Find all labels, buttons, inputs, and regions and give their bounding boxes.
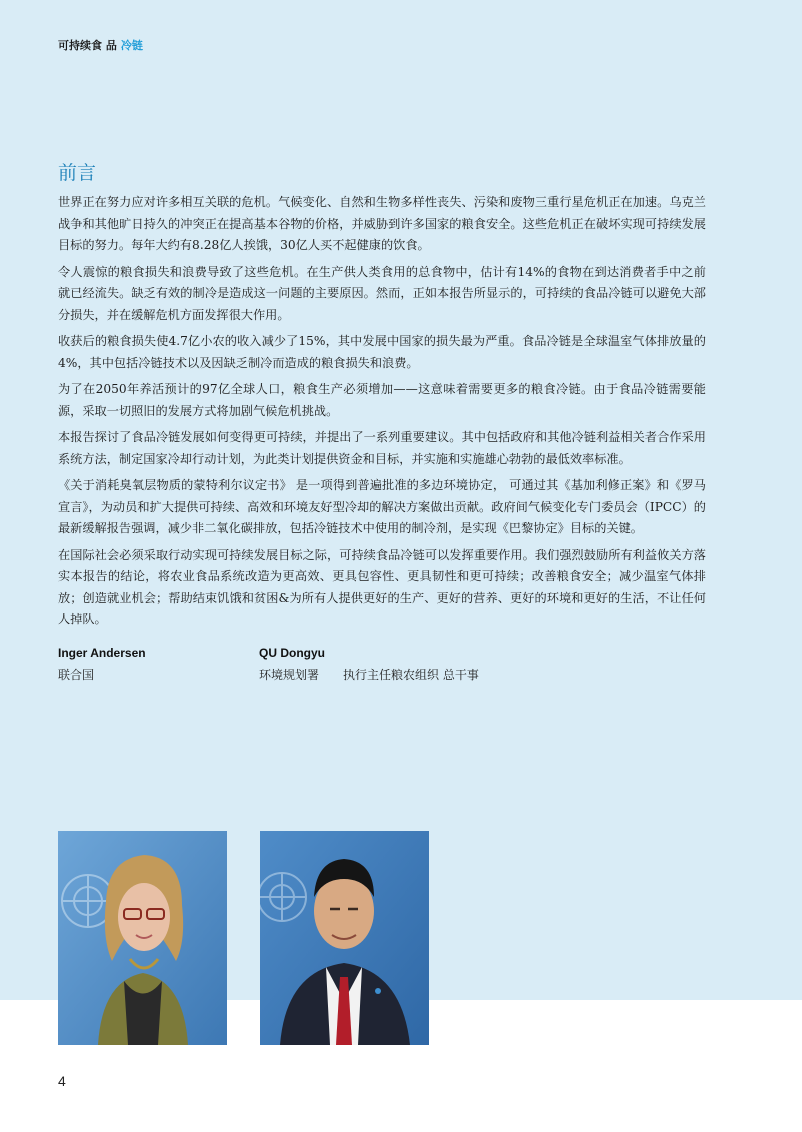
body-text <box>58 192 706 636</box>
paragraph: 收获后的粮食损失使4.7亿小农的收入减少了15%，其中发展中国家的损失最为严重。食品冷链是全球温室气体排放量的4%，其中包括冷链技术以及因缺乏制冷而造成的粮食损失和浪费。 <box>58 334 706 370</box>
page-title: 前言 <box>58 162 97 184</box>
page-number: 4 <box>58 1073 66 1089</box>
running-header <box>58 37 143 53</box>
paragraph: 本报告探讨了食品冷链发展如何变得更可持续，并提出了一系列重要建议。其中包括政府和其他冷链利益相关者合作采用系统方法，制定国家冷却行动计划，为此类计划提供资金和目标，并实施和实施雄心勃勃的最低效率标准。 <box>58 430 706 466</box>
signatory-role: 联合国 <box>58 668 95 682</box>
signatory-role: 环境规划署 执行主任粮农组织 总干事 <box>259 668 479 682</box>
paragraph: 令人震惊的粮食损失和浪费导致了这些危机。在生产供人类食用的总食物中，估计有14%的食物在到达消费者手中之前就已经流失。缺乏有效的制冷是造成这一问题的主要原因。然而，正如本报告所显示的，可持续的食品冷链可以避免大部分损失，并在缓解危机方面发挥很大作用。 <box>58 264 706 322</box>
paragraph: 为了在2050年养活预计的97亿全球人口，粮食生产必须增加——这意味着需要更多的粮食冷链。由于食品冷链需要能源，采取一切照旧的发展方式将加剧气候危机挑战。 <box>58 382 706 418</box>
paragraph: 世界正在努力应对许多相互关联的危机。气候变化、自然和生物多样性丧失、污染和废物三重行星危机正在加速。乌克兰战争和其他旷日持久的冲突正在提高基本谷物的价格，并威胁到许多国家的粮食安全。这些危机正在破坏实现可持续发展目标的努力。每年大约有8.28亿人挨饿，30亿人买不起健康的饮食。 <box>58 195 706 252</box>
paragraph: 在国际社会必须采取行动实现可持续发展目标之际，可持续食品冷链可以发挥重要作用。我们强烈鼓励所有利益攸关方落实本报告的结论，将农业食品系统改造为更高效、更具包容性、更具韧性和更可持续；改善粮食安全；减少温室气体排放；创造就业机会；帮助结束饥饿和贫困&为所有人提供更好的生产、更好的营养、更好的环境和更好的生活，不让任何人掉队。 <box>58 547 706 626</box>
signatory-andersen <box>58 646 146 683</box>
header-accent: 冷链 <box>120 39 143 52</box>
header-text: 可持续食 品 <box>58 39 117 52</box>
portrait-qu <box>260 831 429 1045</box>
signatory-name: QU Dongyu <box>259 646 325 660</box>
signatory-qu <box>259 646 479 683</box>
signatory-name: Inger Andersen <box>58 646 146 660</box>
portrait-andersen <box>58 831 227 1045</box>
paragraph: 《关于消耗臭氧层物质的蒙特利尔议定书》 是一项得到普遍批准的多边环境协定， 可通过其《基加利修正案》和《罗马宣言》，为动员和扩大提供可持续、高效和环境友好型冷却的解决方案做出贡献。政府间气候变化专门委员会（IPCC）的最新缓解报告强调，减少非二氧化碳排放，包括冷链技术中使用的制冷剂，是实现《巴黎协定》目标的关键。 <box>58 478 706 535</box>
